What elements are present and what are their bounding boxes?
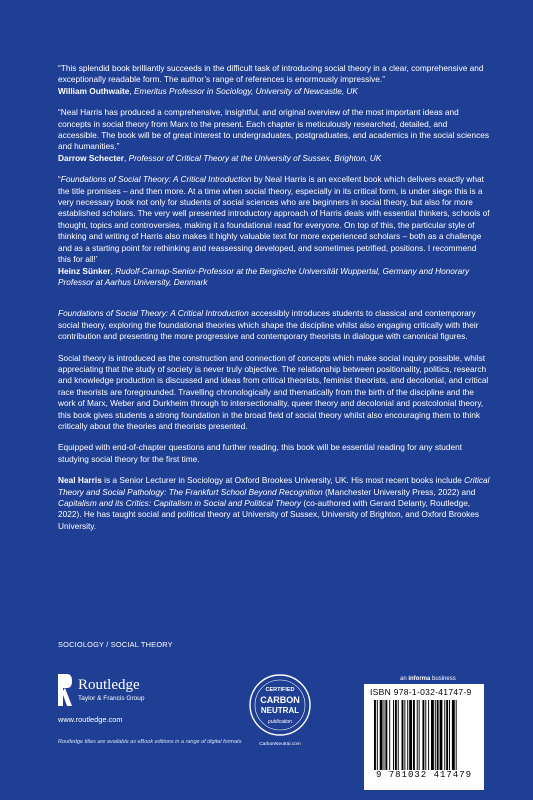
barcode-bar [385, 700, 387, 770]
carbon-neutral-site: CarbonNeutral.com [259, 742, 301, 747]
description-paragraph-2: Social theory is introduced as the construction and connection of concepts which make social inquiry possible, whilst appreciating that the study of society is never truly objective. The relationship between positionality, politics, research and knowledge production is discussed and ideas from critical theorists, feminist theorists, and decolonial, and critical race theorists are foregrounded. Travelling chronologically and thematically from the birth of the discipline and the work of Marx, Weber and Durkheim through to intersectionality, queer theory and decolonial and postcolonial theory, this book gives students a strong foundation in the broad field of social theory whilst also encouraging them to think critically about the theories and theorists presented. [58, 352, 489, 431]
back-cover-text [58, 63, 490, 542]
barcode-bar [380, 700, 383, 770]
review-quote: “This splendid book brilliantly succeeds in the difficult task of introducing social theory in a clear, comprehensive and exceptionally readable form. The author’s range of references is enormously impressive.” [58, 63, 484, 85]
barcode-bar [425, 700, 426, 770]
barcode-bar [422, 700, 424, 770]
barcode-bar [395, 700, 397, 770]
subject-category: SOCIOLOGY / SOCIAL THEORY [58, 640, 173, 649]
reviewer-credit: Darrow Schecter, Professor of Critical Theory at the University of Sussex, Brighton, UK [58, 152, 382, 163]
reviewer-name: Darrow Schecter [58, 152, 124, 163]
barcode-bar [413, 700, 415, 770]
barcode-digits: 9 781032 417479 [375, 770, 472, 780]
ebook-disclaimer: Routledge titles are available as eBook editions in a range of digital formats [58, 739, 242, 745]
barcode-bar [407, 700, 408, 770]
author-bio [58, 475, 490, 532]
barcode-bar [374, 700, 376, 770]
review-quote: “Neal Harris has produced a comprehensive, insightful, and original overview of the most important ideas and concepts in social theory from Marx to the present. Each chapter is meticulously researched, detailed, and accessible. The book will be of great interest to undergraduates, postgraduates, and academics in the social sciences and humanities.” [58, 107, 490, 152]
author-bio-text: (Manchester University Press, 2022) and [322, 486, 476, 497]
description-paragraph-1 [58, 308, 490, 342]
barcode-bar [398, 700, 399, 770]
barcode-bar [435, 700, 436, 770]
reviewer-name: Heinz Sünker [58, 265, 111, 276]
publisher-group: Taylor & Francis Group [78, 695, 145, 702]
review-sunker [58, 174, 490, 288]
barcode-bar [456, 700, 457, 770]
barcode-bar [409, 700, 412, 770]
carbon-line-1: CERTIFIED [265, 687, 295, 693]
reviewer-affiliation: Professor of Critical Theory at the University of Sussex, Brighton, UK [128, 152, 382, 163]
informa-tagline [400, 676, 456, 682]
barcode-bar [446, 700, 448, 770]
barcode-bar [452, 700, 455, 770]
barcode-bar [384, 700, 385, 770]
isbn-barcode [364, 684, 484, 790]
informa-prefix: an [400, 676, 409, 682]
barcode-bar [377, 700, 378, 770]
barcode-bar [437, 700, 439, 770]
review-outhwaite [58, 63, 490, 97]
description-paragraph-3: Equipped with end-of-chapter questions and further reading, this book will be essential reading for any student studying social theory for the first time. [58, 442, 463, 464]
barcode-bar [402, 700, 404, 770]
book-title-italic: Foundations of Social Theory: A Critical Introduction [60, 174, 252, 185]
review-schecter [58, 107, 490, 164]
reviewer-credit: Heinz Sünker, Rudolf-Carnap-Senior-Professor at the Bergische Universität Wuppertal, Germany and Honorary Professor at Aarhus University, Denmark [58, 265, 470, 287]
routledge-logo-icon [58, 674, 72, 706]
author-bio-text: (co-authored with Gerard Delanty, Routledge, 2022). He has taught social and political theory at University of Sussex, University of Brighton, and Oxford Brookes University. [58, 498, 480, 531]
carbon-neutral-badge-icon [240, 672, 320, 738]
informa-suffix: business [430, 676, 456, 682]
barcode-bar [431, 700, 434, 770]
barcode-bar [449, 700, 450, 770]
barcode-bar [393, 700, 394, 770]
barcode-bar [417, 700, 418, 770]
carbon-line-4: publication [268, 719, 292, 725]
author-bio-text: is a Senior Lecturer in Sociology at Oxford Brookes University, UK. His most recent books include [101, 475, 465, 486]
carbon-line-2: CARBON [260, 695, 300, 705]
quote-body: by Neal Harris is an excellent book which delivers exactly what the title promises – and then more. At a time when social theory, especially in its critical form, is under siege this is a very necessary book not only for students of social sciences who are beginners in social theory, but also for more established scholars. The very well presented introductory approach of Harris deals with essential thinkers, schools of thought, topics and controversies, making it a foundational read for everyone. On top of this, the particular style of thinking and writing of Harris also makes it highly valuable text for more experienced scholars – both as a challenge and as a starting point for rethinking and reassessing developed, and sometimes petrified, positions. I recommend this for all!’ [58, 174, 490, 265]
publisher-name: Routledge [78, 677, 140, 693]
reviewer-name: William Outhwaite [58, 85, 130, 96]
publisher-website[interactable]: www.routledge.com [58, 715, 123, 724]
isbn-label: ISBN 978-1-032-41747-9 [370, 687, 472, 697]
informa-brand: informa [408, 676, 431, 682]
book-title-italic: Foundations of Social Theory: A Critical Introduction [58, 308, 249, 319]
reviewer-affiliation: Emeritus Professor in Sociology, University of Newcastle, UK [134, 85, 358, 96]
barcode-bar [444, 700, 445, 770]
barcode-icon [374, 700, 478, 770]
author-book-2: Capitalism and its Critics: Capitalism in Social and Political Theory [58, 498, 302, 508]
routledge-logo [58, 674, 208, 710]
description-text: accessibly introduces students to classical and contemporary social theory, exploring the foundational theories which shape the discipline whilst also engaging critically with their contribution and presenting the more progressive and contemporary theorists in dialogue with canonical figures. [58, 308, 479, 342]
reviewer-affiliation: Rudolf-Carnap-Senior-Professor at the Bergische Universität Wuppertal, Germany and Honorary Professor at Aarhus University, Denmark [58, 265, 470, 287]
barcode-bar [404, 700, 405, 770]
author-book-1: Critical Theory and Social Pathology: The Frankfurt School Beyond Recognition [58, 475, 490, 497]
barcode-bar [419, 700, 420, 770]
review-quote [58, 174, 490, 265]
reviewer-credit: William Outhwaite, Emeritus Professor in Sociology, University of Newcastle, UK [58, 85, 358, 96]
quote-open-mark: “ [58, 174, 61, 185]
carbon-line-3: NEUTRAL [260, 706, 300, 715]
barcode-bar [428, 700, 429, 770]
barcode-bar [440, 700, 443, 770]
author-name: Neal Harris [58, 475, 102, 486]
barcode-bar [389, 700, 390, 770]
